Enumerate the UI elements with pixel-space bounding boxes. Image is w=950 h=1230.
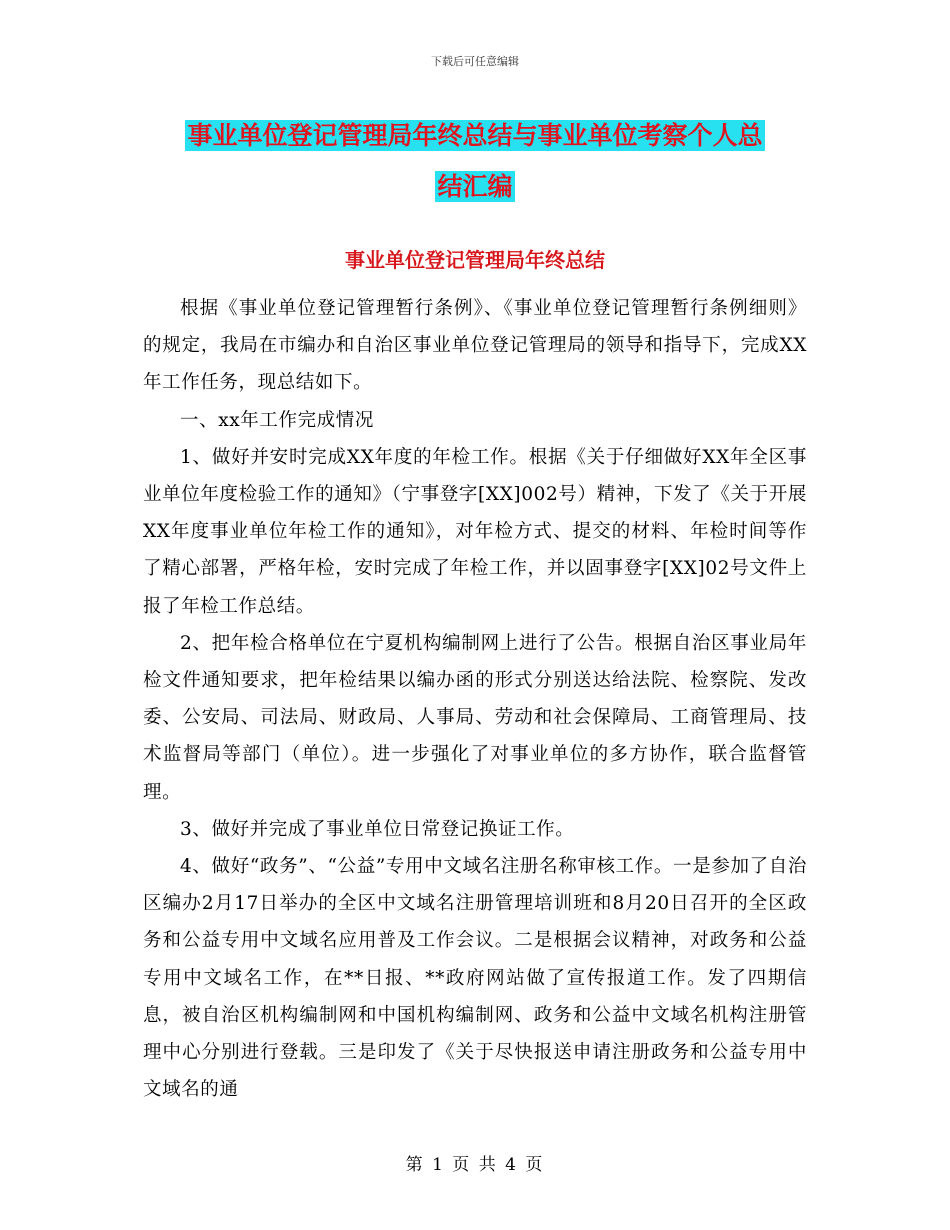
- paragraph: 1、做好并安时完成XX年度的年检工作。根据《关于仔细做好XX年全区事业单位年度检验工作的通知》（宁事登字[XX]002号）精神，下发了《关于开展XX年度事业单位年检工作的通知》，对年检方式、提交的材料、年检时间等作了精心部署，严格年检，安时完成了年检工作，并以固事登字[XX]02号文件上报了年检工作总结。: [143, 446, 807, 617]
- paragraph: 根据《事业单位登记管理暂行条例》、《事业单位登记管理暂行条例细则》的规定，我局在市编办和自治区事业单位登记管理局的领导和指导下，完成XX年工作任务，现总结如下。: [143, 298, 807, 394]
- section-title: 事业单位登记管理局年终总结: [345, 248, 605, 272]
- page-number: 第 1 页 共 4 页: [405, 1155, 545, 1175]
- document-title: [140, 110, 810, 212]
- title-line-1: 事业单位登记管理局年终总结与事业单位考察个人总: [187, 121, 763, 150]
- title-line-2: 结汇编: [437, 172, 513, 201]
- paragraph: 2、把年检合格单位在宁夏机构编制网上进行了公告。根据自治区事业局年检文件通知要求，把年检结果以编办函的形式分别送达给法院、检察院、发改委、公安局、司法局、财政局、人事局、劳动和社会保障局、工商管理局、技术监督局等部门（单位）。进一步强化了对事业单位的多方协作，联合监督管理。: [143, 632, 807, 803]
- paragraph: 一、xx年工作完成情况: [180, 409, 374, 431]
- document-body: [143, 290, 807, 1108]
- page-header-note: 下载后可任意编辑: [431, 55, 519, 68]
- paragraph: 3、做好并完成了事业单位日常登记换证工作。: [180, 818, 575, 840]
- paragraph: 4、做好“政务”、“公益”专用中文域名注册名称审核工作。一是参加了自治区编办2月17日举办的全区中文域名注册管理培训班和8月20日召开的全区政务和公益专用中文域名应用普及工作会议。二是根据会议精神，对政务和公益专用中文域名工作，在**日报、**政府网站做了宣传报道工作。发了四期信息，被自治区机构编制网和中国机构编制网、政务和公益中文域名机构注册管理中心分别进行登载。三是印发了《关于尽快报送申请注册政务和公益专用中文域名的通: [143, 856, 807, 1101]
